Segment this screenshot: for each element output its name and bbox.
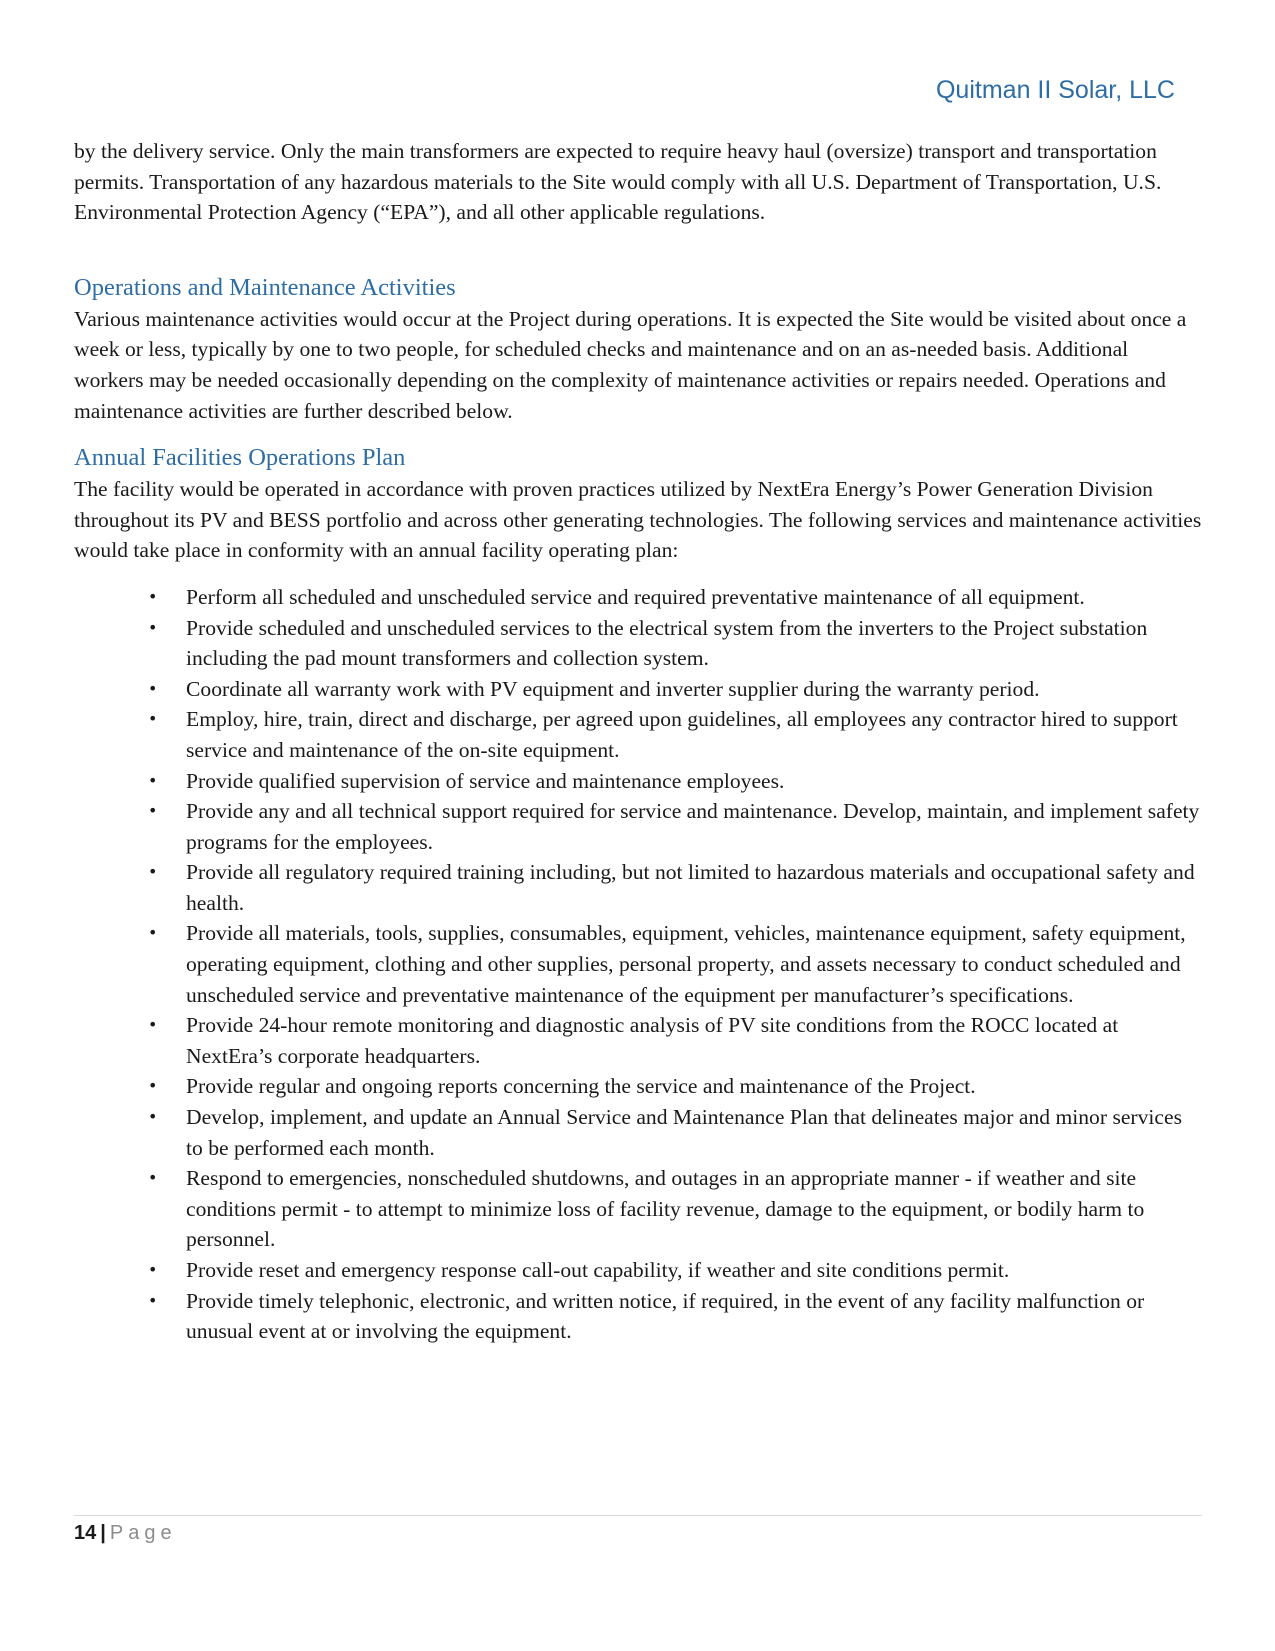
list-item: • Employ, hire, train, direct and discharge, per agreed upon guidelines, all employees any contractor hired to support service and maintenance of the on-site equipment.: [74, 704, 1202, 765]
bullet-icon: •: [148, 801, 158, 821]
footer-separator: |: [100, 1522, 106, 1544]
list-item: • Provide all materials, tools, supplies, consumables, equipment, vehicles, maintenance equipment, safety equipment, operating equipment, clothing and other supplies, personal property, and assets necessary to conduct scheduled and unscheduled service and preventative maintenance of the equipment per manufacturer’s specifications.: [74, 918, 1202, 1010]
list-item: • Provide regular and ongoing reports concerning the service and maintenance of the Project.: [74, 1071, 1202, 1102]
bullet-icon: •: [148, 1290, 158, 1310]
bullet-icon: •: [148, 1260, 158, 1279]
list-item: • Provide all regulatory required training including, but not limited to hazardous materials and occupational safety and health.: [74, 857, 1202, 918]
list-item: • Provide timely telephonic, electronic, and written notice, if required, in the event of any facility malfunction or unusual event at or involving the equipment.: [74, 1286, 1202, 1347]
list-item: • Provide 24-hour remote monitoring and diagnostic analysis of PV site conditions from the ROCC located at NextEra’s corporate headquarters.: [74, 1010, 1202, 1071]
bullet-icon: •: [148, 1076, 158, 1096]
page-header-title: Quitman II Solar, LLC: [935, 76, 1175, 104]
section-body-operations: Various maintenance activities would occur at the Project during operations. It is expected the Site would be visited about once a week or less, typically by one to two people, for scheduled checks and maintenance and on an as-needed basis. Additional workers may be needed occasionally depending on the complexity of maintenance activities or repairs needed. Operations and maintenance activities are further described below.: [74, 306, 1187, 423]
bullet-icon: •: [148, 586, 158, 606]
list-item: • Perform all scheduled and unscheduled service and required preventative maintenance of all equipment.: [74, 582, 1202, 613]
bullet-icon: •: [148, 1015, 158, 1035]
bullet-icon: •: [148, 923, 158, 943]
section-body-annual-plan: The facility would be operated in accordance with proven practices utilized by NextEra Energy’s Power Generation Division throughout its PV and BESS portfolio and across other generating technologies. The following services and maintenance activities would take place in conformity with an annual facility operating plan:: [74, 477, 1202, 563]
list-item: • Coordinate all warranty work with PV equipment and inverter supplier during the warranty period.: [74, 674, 1202, 705]
page-number: 14: [74, 1522, 97, 1544]
bullet-icon: •: [148, 1168, 158, 1188]
bullet-icon: •: [148, 678, 158, 698]
section-heading-annual-plan: Annual Facilities Operations Plan: [74, 444, 406, 472]
list-item: • Provide reset and emergency response call-out capability, if weather and site conditions permit.: [74, 1255, 1202, 1286]
section-heading-operations: Operations and Maintenance Activities: [74, 273, 456, 301]
list-item: • Provide qualified supervision of service and maintenance employees.: [74, 766, 1202, 797]
list-item: • Respond to emergencies, nonscheduled shutdowns, and outages in an appropriate manner - if weather and site conditions permit - to attempt to minimize loss of facility revenue, damage to the equipment, or bodily harm to personnel.: [74, 1163, 1202, 1255]
bullet-icon: •: [148, 862, 158, 882]
page-footer: [74, 1522, 177, 1545]
list-item: • Provide scheduled and unscheduled services to the electrical system from the inverters to the Project substation including the pad mount transformers and collection system.: [74, 613, 1202, 674]
bullet-list: [74, 582, 1202, 1347]
bullet-icon: •: [148, 1107, 158, 1127]
list-item: • Provide any and all technical support required for service and maintenance. Develop, maintain, and implement safety programs for the employees.: [74, 796, 1202, 857]
bullet-icon: •: [148, 709, 158, 729]
page-label: Page: [109, 1522, 177, 1544]
footer-divider: [74, 1515, 1202, 1516]
bullet-icon: •: [148, 770, 158, 790]
list-item: • Develop, implement, and update an Annual Service and Maintenance Plan that delineates major and minor services to be performed each month.: [74, 1102, 1202, 1163]
intro-paragraph: by the delivery service. Only the main transformers are expected to require heavy haul (oversize) transport and transportation permits. Transportation of any hazardous materials to the Site would comply with all U.S. Department of Transportation, U.S. Environmental Protection Agency (“EPA”), and all other applicable regulations.: [74, 139, 1162, 225]
bullet-icon: •: [148, 617, 158, 637]
document-body: [74, 136, 1202, 1347]
